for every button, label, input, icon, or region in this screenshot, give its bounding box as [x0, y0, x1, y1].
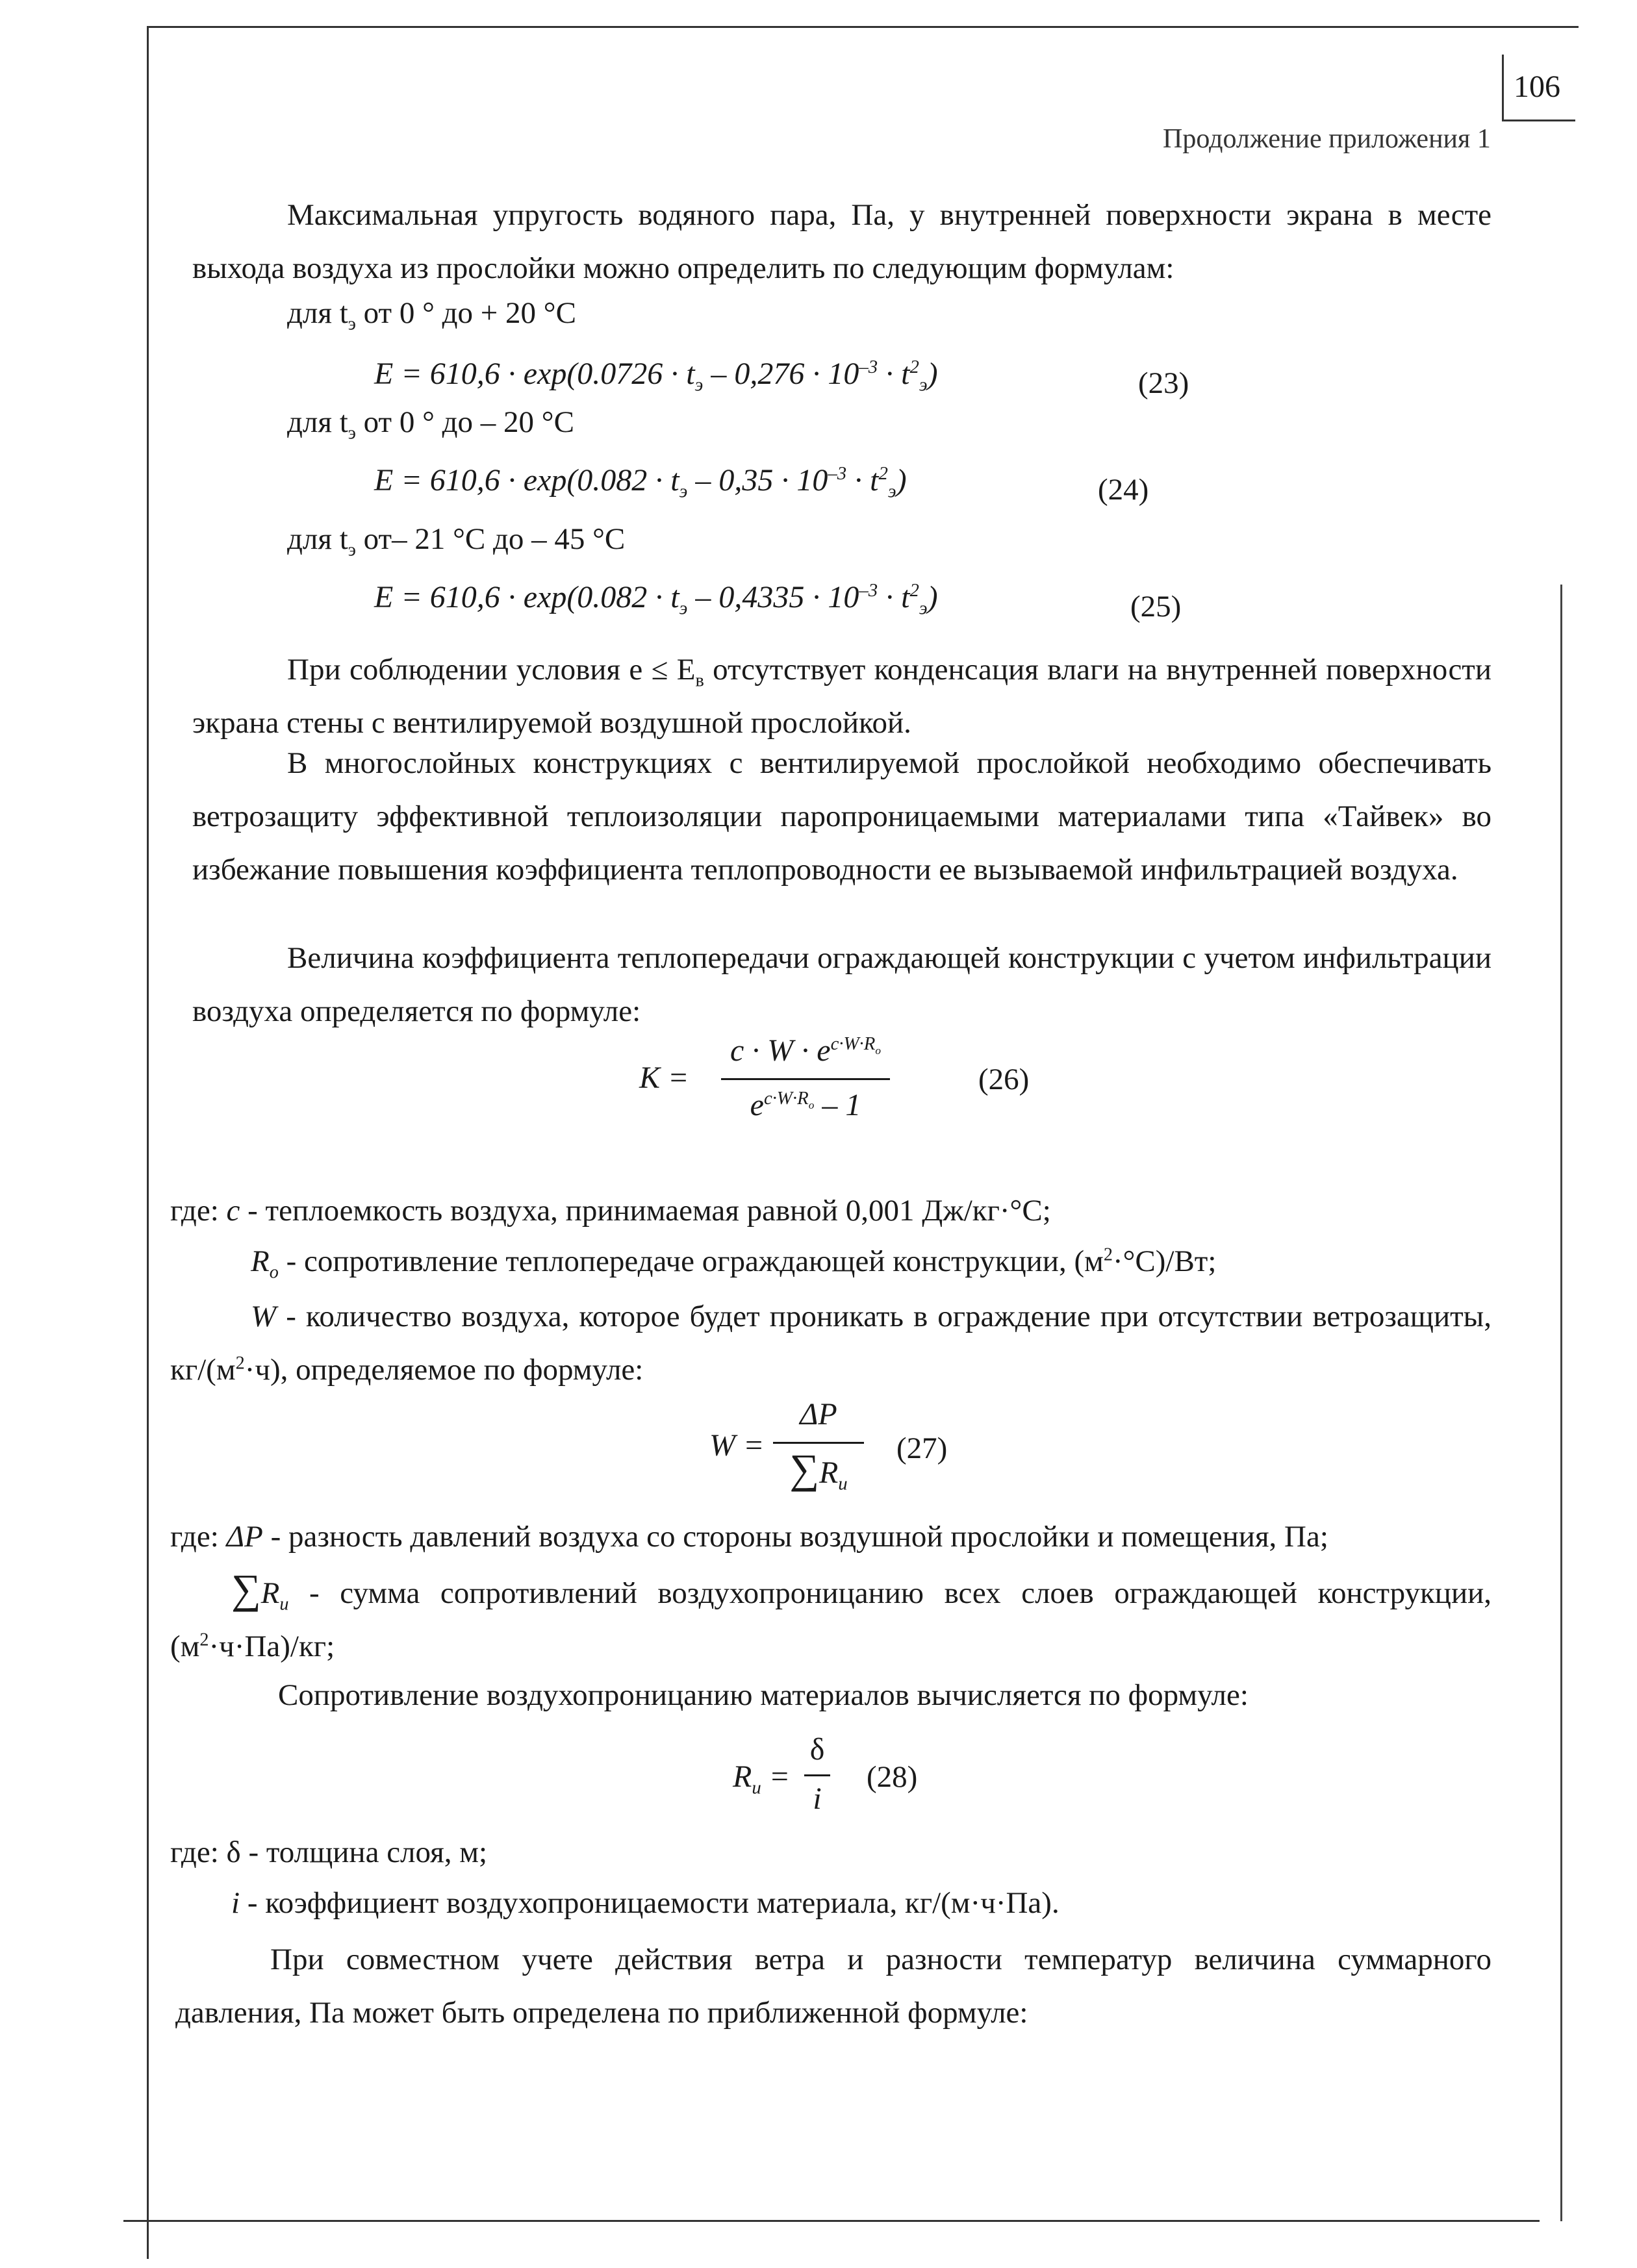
range-1: для $t_э$ от 0 ° до + 20 °С [287, 296, 576, 334]
k-paragraph: Величина коэффициента теплопередачи ограждающей конструкции с учетом инфильтрации воздуха определяется по формуле: [192, 941, 1491, 1028]
formula-26-lhs: K = [639, 1061, 689, 1095]
def-delta: где: δ - толщина слоя, м; [170, 1835, 488, 1869]
final-paragraph: При совместном учете действия ветра и разности температур величина суммарного давления, Па может быть определена по приближенной формуле: [175, 1943, 1491, 2030]
page-number: 106 [1514, 69, 1560, 104]
formula-28-fraction-bar [804, 1774, 830, 1776]
formula-23: $E = 610,6 \cdot \exp(0.0726 \cdot t_э - 0,276 \cdot 10^{-3} \cdot t^2_э)$ [374, 357, 938, 396]
formula-26-numerator: $c \cdot W \cdot e^{c\cdot W\cdot R_o}$ [730, 1033, 881, 1068]
frame-top-line [147, 26, 1579, 28]
formula-27-numerator: ΔP [800, 1397, 837, 1431]
formula-23-number: (23) [1138, 366, 1189, 400]
formula-28-denominator: i [813, 1782, 822, 1816]
def-i: i - коэффициент воздухопроницаемости материала, кг/(м·ч·Па). [231, 1886, 1060, 1920]
def-w: W - количество воздуха, которое будет проникать в ограждение при отсутствии ветрозащиты, $кг/(м^2\cdot ч)$, определяемое по формуле: [170, 1300, 1491, 1387]
def-c: где: c - теплоемкость воздуха, принимаемая равной 0,001 Дж/кг·°С; [170, 1194, 1051, 1228]
range-2: для $t_э$ от 0 ° до – 20 °С [287, 405, 574, 444]
formula-27-denominator: $\sum R_u$ [789, 1446, 848, 1494]
formula-28-lhs: $R_u$ = [733, 1759, 791, 1798]
frame-right-line [1560, 585, 1562, 2221]
formula-26-number: (26) [978, 1063, 1030, 1096]
formula-24: $E = 610,6 \cdot \exp(0.082 \cdot t_э - 0,35 \cdot 10^{-3} \cdot t^2_э)$ [374, 463, 907, 502]
formula-24-number: (24) [1098, 473, 1149, 507]
formula-25-number: (25) [1130, 590, 1182, 624]
formula-27-number: (27) [896, 1431, 948, 1465]
multilayer-paragraph: В многослойных конструкциях с вентилируемой прослойкой необходимо обеспечивать ветрозащиту эффективной теплоизоляции паропроницаемыми материалами типа «Тайвек» во избежание повышения коэффициента теплопроводности ее вызываемой инфильтрацией воздуха. [192, 746, 1491, 887]
intro-paragraph: Максимальная упругость водяного пара, Па, у внутренней поверхности экрана в месте выхода воздуха из прослойки можно определить по следующим формулам: [192, 198, 1491, 285]
formula-25: $E = 610,6 \cdot \exp(0.082 \cdot t_э - 0,4335 \cdot 10^{-3} \cdot t^2_э)$ [374, 580, 938, 619]
def-ro: $R_o$ - сопротивление теплопередаче ограждающей конструкции, $(м^2\cdot^\circ С)/Вт$; [251, 1244, 1217, 1283]
formula-28-numerator: δ [809, 1732, 825, 1767]
frame-left-line [147, 26, 149, 2259]
range-3: для $t_э$ от– 21 °С до – 45 °С [287, 522, 626, 561]
def-dp: где: ΔP - разность давлений воздуха со стороны воздушной прослойки и помещения, Па; [170, 1520, 1328, 1554]
condition-paragraph: При соблюдении условия $e \le E_в$ отсутствует конденсация влаги на внутренней поверхности экрана стены с вентилируемой воздушной прослойкой. [192, 653, 1491, 740]
formula-28-number: (28) [867, 1760, 918, 1794]
formula-26-fraction-bar [721, 1078, 890, 1080]
formula-27-lhs: W = [709, 1428, 765, 1463]
formula-27-fraction-bar [773, 1442, 864, 1444]
def-sum-r: $\sum R_u$ - сумма сопротивлений воздухопроницанию всех слоев ограждающей конструкции, $(м^2\cdot ч\cdot Па)/кг$; [170, 1566, 1491, 1663]
formula-26-denominator: $e^{c\cdot W\cdot R_o} - 1$ [750, 1088, 861, 1122]
resistance-paragraph: Сопротивление воздухопроницанию материалов вычисляется по формуле: [278, 1678, 1249, 1712]
running-head: Продолжение приложения 1 [1163, 124, 1491, 154]
frame-bottom-line [123, 2220, 1540, 2222]
